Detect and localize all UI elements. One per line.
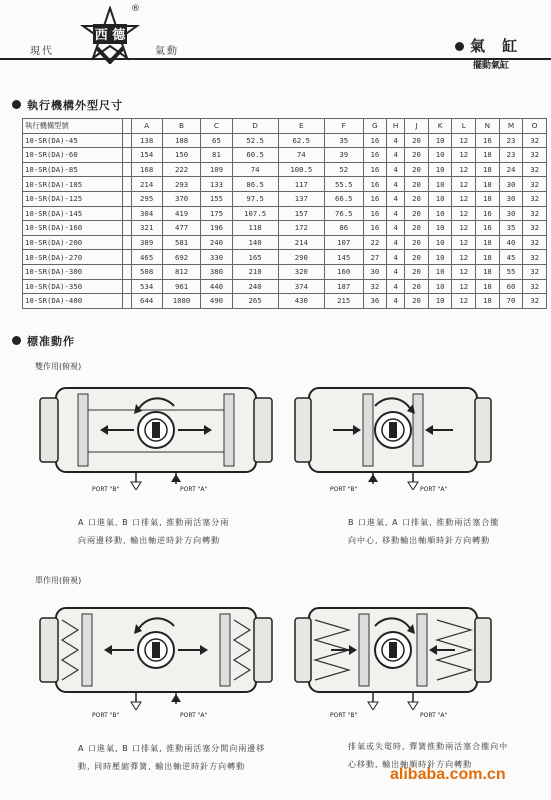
port-a-label-single-right: PORT "A" xyxy=(420,712,448,719)
title-bullet-icon xyxy=(455,42,464,51)
table-cell: 23 xyxy=(499,133,523,148)
table-cell: 10 xyxy=(428,250,452,265)
double-acting-caption-left xyxy=(78,514,229,550)
table-cell: 20 xyxy=(405,162,429,177)
table-cell: 10 xyxy=(428,162,452,177)
table-cell: 10 xyxy=(428,279,452,294)
table-cell: 16 xyxy=(476,206,500,221)
table-cell: 304 xyxy=(131,206,162,221)
table-cell: 18 xyxy=(476,191,500,206)
header-left-text: 現代 xyxy=(30,46,54,57)
table-cell: 74 xyxy=(232,162,278,177)
watermark: alibaba.com.cn xyxy=(390,766,506,783)
table-cell: 293 xyxy=(162,177,201,192)
caption-line: A 口進氣, B 口排氣, 推動兩活塞分兩 xyxy=(78,518,230,527)
table-cell: 32 xyxy=(523,221,547,236)
table-cell: 10 xyxy=(428,264,452,279)
model-cell: 10-SR(DA)-145 xyxy=(23,206,123,221)
table-cell: 10 xyxy=(428,191,452,206)
table-cell: 4 xyxy=(387,206,405,221)
table-cell: 30 xyxy=(499,191,523,206)
table-cell: 175 xyxy=(201,206,232,221)
table-cell: 140 xyxy=(232,235,278,250)
table-cell: 76.5 xyxy=(324,206,363,221)
table-cell: 20 xyxy=(405,191,429,206)
table-row xyxy=(23,148,547,163)
table-cell: 20 xyxy=(405,294,429,309)
table-cell: 30 xyxy=(499,206,523,221)
table-cell: 138 xyxy=(131,133,162,148)
table-header-cell: L xyxy=(452,119,476,134)
table-cell: 35 xyxy=(324,133,363,148)
table-cell: 86 xyxy=(324,221,363,236)
table-cell: 32 xyxy=(523,235,547,250)
table-cell: 12 xyxy=(452,235,476,250)
page-subtitle: 擺動氣缸 xyxy=(473,61,510,71)
table-header-cell: E xyxy=(278,119,324,134)
table-cell: 18 xyxy=(476,148,500,163)
table-cell: 62.5 xyxy=(278,133,324,148)
caption-line: 向中心, 移動輸出軸順時針方向轉動 xyxy=(348,536,491,545)
table-cell: 477 xyxy=(162,221,201,236)
table-cell: 12 xyxy=(452,221,476,236)
table-cell: 187 xyxy=(324,279,363,294)
table-cell: 32 xyxy=(523,279,547,294)
table-cell: 117 xyxy=(278,177,324,192)
section-operation-title: 標准動作 xyxy=(27,335,75,348)
table-cell: 32 xyxy=(523,294,547,309)
table-cell: 4 xyxy=(387,264,405,279)
table-body xyxy=(23,133,547,308)
table-cell: 12 xyxy=(452,191,476,206)
port-a-label: PORT "A" xyxy=(180,486,208,493)
table-cell: 374 xyxy=(278,279,324,294)
table-cell: 222 xyxy=(162,162,201,177)
table-cell: 10 xyxy=(428,148,452,163)
caption-line: 心移動, 輸出軸順時針方向轉動 xyxy=(348,760,473,769)
table-header-cell: M xyxy=(499,119,523,134)
caption-line: 動, 同時壓縮彈簧, 輸出軸逆時針方向轉動 xyxy=(78,762,246,771)
table-cell: 155 xyxy=(201,191,232,206)
model-cell: 10-SR(DA)-105 xyxy=(23,177,123,192)
table-header-cell: F xyxy=(324,119,363,134)
table-cell: 4 xyxy=(387,191,405,206)
table-cell xyxy=(123,294,132,309)
table-cell: 86.5 xyxy=(232,177,278,192)
caption-line: 向兩邊移動, 輸出軸逆時針方向轉動 xyxy=(78,536,221,545)
table-header-cell: K xyxy=(428,119,452,134)
table-header-cell: C xyxy=(201,119,232,134)
table-cell: 55.5 xyxy=(324,177,363,192)
table-cell: 215 xyxy=(324,294,363,309)
table-cell: 27 xyxy=(363,250,387,265)
section-operation-heading xyxy=(12,333,75,349)
table-cell: 12 xyxy=(452,264,476,279)
table-cell: 109 xyxy=(201,162,232,177)
table-cell: 188 xyxy=(162,133,201,148)
double-acting-close-diagram xyxy=(293,380,493,490)
table-cell: 1080 xyxy=(162,294,201,309)
table-cell: 35 xyxy=(499,221,523,236)
table-cell: 16 xyxy=(476,221,500,236)
table-cell: 440 xyxy=(201,279,232,294)
model-cell: 10-SR(DA)-400 xyxy=(23,294,123,309)
table-row xyxy=(23,162,547,177)
table-cell: 65 xyxy=(201,133,232,148)
section-bullet-icon xyxy=(12,100,21,109)
table-cell: 321 xyxy=(131,221,162,236)
table-cell xyxy=(123,162,132,177)
table-cell: 320 xyxy=(278,264,324,279)
table-cell: 20 xyxy=(405,264,429,279)
table-cell: 32 xyxy=(523,264,547,279)
table-cell: 118 xyxy=(232,221,278,236)
table-cell: 32 xyxy=(523,148,547,163)
table-row xyxy=(23,235,547,250)
table-cell: 10 xyxy=(428,294,452,309)
table-cell: 18 xyxy=(476,294,500,309)
table-cell: 12 xyxy=(452,206,476,221)
table-cell xyxy=(123,279,132,294)
double-acting-open-diagram xyxy=(38,380,276,490)
model-cell: 10-SR(DA)-125 xyxy=(23,191,123,206)
table-cell: 30 xyxy=(363,264,387,279)
model-cell: 10-SR(DA)-350 xyxy=(23,279,123,294)
table-cell: 45 xyxy=(499,250,523,265)
table-cell: 214 xyxy=(131,177,162,192)
table-cell: 40 xyxy=(499,235,523,250)
port-a-label-single: PORT "A" xyxy=(180,712,208,719)
table-cell: 100.5 xyxy=(278,162,324,177)
table-cell: 157 xyxy=(278,206,324,221)
table-row xyxy=(23,250,547,265)
table-row xyxy=(23,177,547,192)
caption-line: 排氣或失電時, 彈簧推動兩活塞合攏向中 xyxy=(348,742,509,751)
table-cell: 508 xyxy=(131,264,162,279)
table-cell xyxy=(123,235,132,250)
table-cell: 16 xyxy=(476,133,500,148)
table-row xyxy=(23,294,547,309)
table-cell: 97.5 xyxy=(232,191,278,206)
table-cell: 4 xyxy=(387,148,405,163)
port-b-label: PORT "B" xyxy=(92,486,120,493)
caption-line: B 口進氣, A 口排氣, 推動兩活塞合攏 xyxy=(348,518,500,527)
table-cell: 4 xyxy=(387,221,405,236)
table-cell: 265 xyxy=(232,294,278,309)
table-cell: 150 xyxy=(162,148,201,163)
port-b-label-single: PORT "B" xyxy=(92,712,120,719)
table-cell: 534 xyxy=(131,279,162,294)
table-cell: 16 xyxy=(363,133,387,148)
port-a-label-right: PORT "A" xyxy=(420,486,448,493)
table-cell: 10 xyxy=(428,221,452,236)
table-header-cell: J xyxy=(405,119,429,134)
table-cell: 16 xyxy=(363,191,387,206)
table-cell: 4 xyxy=(387,177,405,192)
table-row xyxy=(23,133,547,148)
table-cell: 52.5 xyxy=(232,133,278,148)
table-cell: 32 xyxy=(523,191,547,206)
table-cell xyxy=(123,177,132,192)
double-acting-caption-right xyxy=(348,514,499,550)
table-cell: 20 xyxy=(405,221,429,236)
table-cell: 32 xyxy=(523,177,547,192)
table-cell: 419 xyxy=(162,206,201,221)
table-cell: 961 xyxy=(162,279,201,294)
single-acting-caption-left xyxy=(78,740,265,776)
company-logo xyxy=(75,6,145,64)
table-cell xyxy=(123,264,132,279)
single-acting-close-diagram xyxy=(293,600,493,710)
table-cell: 18 xyxy=(476,279,500,294)
table-cell: 16 xyxy=(363,162,387,177)
table-cell: 32 xyxy=(523,206,547,221)
table-cell: 4 xyxy=(387,279,405,294)
table-cell: 20 xyxy=(405,235,429,250)
page-title: 氣 缸 xyxy=(470,37,524,55)
table-cell: 18 xyxy=(476,235,500,250)
table-cell: 214 xyxy=(278,235,324,250)
model-cell: 10-SR(DA)-200 xyxy=(23,235,123,250)
model-cell: 10-SR(DA)-45 xyxy=(23,133,123,148)
table-cell: 430 xyxy=(278,294,324,309)
table-cell: 36 xyxy=(363,294,387,309)
table-cell xyxy=(123,206,132,221)
table-cell: 165 xyxy=(232,250,278,265)
table-cell: 4 xyxy=(387,250,405,265)
svg-text:西 德: 西 德 xyxy=(94,28,126,43)
table-cell: 20 xyxy=(405,206,429,221)
table-cell: 107.5 xyxy=(232,206,278,221)
table-cell: 330 xyxy=(201,250,232,265)
table-header-cell: 執行機構型號 xyxy=(23,119,123,134)
page-title-box xyxy=(455,35,523,71)
table-cell: 107 xyxy=(324,235,363,250)
table-cell: 137 xyxy=(278,191,324,206)
table-cell: 24 xyxy=(499,162,523,177)
table-cell: 240 xyxy=(232,279,278,294)
table-cell: 389 xyxy=(131,235,162,250)
table-cell: 20 xyxy=(405,279,429,294)
table-cell: 290 xyxy=(278,250,324,265)
table-cell: 10 xyxy=(428,235,452,250)
table-cell: 644 xyxy=(131,294,162,309)
table-cell: 32 xyxy=(523,162,547,177)
table-cell: 12 xyxy=(452,148,476,163)
table-cell: 12 xyxy=(452,294,476,309)
registered-mark: ® xyxy=(131,4,140,14)
table-cell: 240 xyxy=(201,235,232,250)
table-row xyxy=(23,206,547,221)
table-cell: 465 xyxy=(131,250,162,265)
table-cell: 60.5 xyxy=(232,148,278,163)
table-cell: 39 xyxy=(324,148,363,163)
section-dimensions-title: 執行機構外型尺寸 xyxy=(27,99,123,112)
table-cell: 4 xyxy=(387,162,405,177)
table-cell: 4 xyxy=(387,294,405,309)
port-b-label-right: PORT "B" xyxy=(330,486,358,493)
table-header-cell: B xyxy=(162,119,201,134)
model-cell: 10-SR(DA)-270 xyxy=(23,250,123,265)
table-row xyxy=(23,279,547,294)
table-cell: 12 xyxy=(452,133,476,148)
table-cell: 20 xyxy=(405,250,429,265)
table-cell: 18 xyxy=(476,162,500,177)
table-cell: 20 xyxy=(405,133,429,148)
table-cell: 370 xyxy=(162,191,201,206)
header-right-text: 氣動 xyxy=(155,46,179,57)
table-header-cell: G xyxy=(363,119,387,134)
port-b-label-single-right: PORT "B" xyxy=(330,712,358,719)
table-cell: 380 xyxy=(201,264,232,279)
table-cell: 4 xyxy=(387,235,405,250)
table-cell: 18 xyxy=(476,250,500,265)
table-cell: 20 xyxy=(405,148,429,163)
table-cell: 55 xyxy=(499,264,523,279)
table-cell: 60 xyxy=(499,279,523,294)
table-cell: 16 xyxy=(363,206,387,221)
table-cell: 74 xyxy=(278,148,324,163)
table-cell: 70 xyxy=(499,294,523,309)
model-cell: 10-SR(DA)-300 xyxy=(23,264,123,279)
table-cell: 12 xyxy=(452,279,476,294)
table-cell: 12 xyxy=(452,177,476,192)
table-cell: 160 xyxy=(324,264,363,279)
table-cell: 10 xyxy=(428,206,452,221)
table-header-cell: H xyxy=(387,119,405,134)
table-row xyxy=(23,221,547,236)
table-header-cell: O xyxy=(523,119,547,134)
section-dimensions-heading xyxy=(12,97,123,113)
table-cell: 16 xyxy=(363,177,387,192)
table-cell: 16 xyxy=(363,148,387,163)
double-acting-heading: 雙作用(俯視) xyxy=(35,362,82,371)
table-row xyxy=(23,191,547,206)
table-cell: 196 xyxy=(201,221,232,236)
table-cell: 692 xyxy=(162,250,201,265)
table-cell: 210 xyxy=(232,264,278,279)
table-cell: 32 xyxy=(523,133,547,148)
model-cell: 10-SR(DA)-160 xyxy=(23,221,123,236)
table-row xyxy=(23,264,547,279)
table-cell: 30 xyxy=(499,177,523,192)
table-cell xyxy=(123,250,132,265)
table-cell: 581 xyxy=(162,235,201,250)
table-cell: 168 xyxy=(131,162,162,177)
table-header-cell: A xyxy=(131,119,162,134)
table-cell xyxy=(123,148,132,163)
table-cell: 490 xyxy=(201,294,232,309)
table-cell: 18 xyxy=(476,264,500,279)
table-cell: 10 xyxy=(428,177,452,192)
table-cell: 23 xyxy=(499,148,523,163)
table-cell: 66.5 xyxy=(324,191,363,206)
table-cell: 32 xyxy=(523,250,547,265)
table-cell: 16 xyxy=(363,221,387,236)
table-cell: 295 xyxy=(131,191,162,206)
table-cell: 12 xyxy=(452,162,476,177)
table-cell: 22 xyxy=(363,235,387,250)
dimension-table xyxy=(22,118,547,309)
table-cell: 154 xyxy=(131,148,162,163)
table-cell xyxy=(123,133,132,148)
table-cell: 32 xyxy=(363,279,387,294)
table-cell: 52 xyxy=(324,162,363,177)
single-acting-heading: 單作用(俯視) xyxy=(35,576,82,585)
table-cell: 81 xyxy=(201,148,232,163)
table-cell: 172 xyxy=(278,221,324,236)
table-cell xyxy=(123,221,132,236)
model-cell: 10-SR(DA)-85 xyxy=(23,162,123,177)
table-cell xyxy=(123,191,132,206)
model-cell: 10-SR(DA)-60 xyxy=(23,148,123,163)
table-cell: 145 xyxy=(324,250,363,265)
single-acting-open-diagram xyxy=(38,600,276,710)
table-header-cell: N xyxy=(476,119,500,134)
table-header-row xyxy=(23,119,547,134)
table-cell: 4 xyxy=(387,133,405,148)
table-cell: 10 xyxy=(428,133,452,148)
table-cell: 812 xyxy=(162,264,201,279)
table-header-cell: D xyxy=(232,119,278,134)
caption-line: A 口進氣, B 口排氣, 推動兩活塞分開向兩邊移 xyxy=(78,744,266,753)
table-cell: 133 xyxy=(201,177,232,192)
section-bullet-icon xyxy=(12,336,21,345)
table-cell: 18 xyxy=(476,177,500,192)
table-header-cell xyxy=(123,119,132,134)
table-cell: 20 xyxy=(405,177,429,192)
table-cell: 12 xyxy=(452,250,476,265)
